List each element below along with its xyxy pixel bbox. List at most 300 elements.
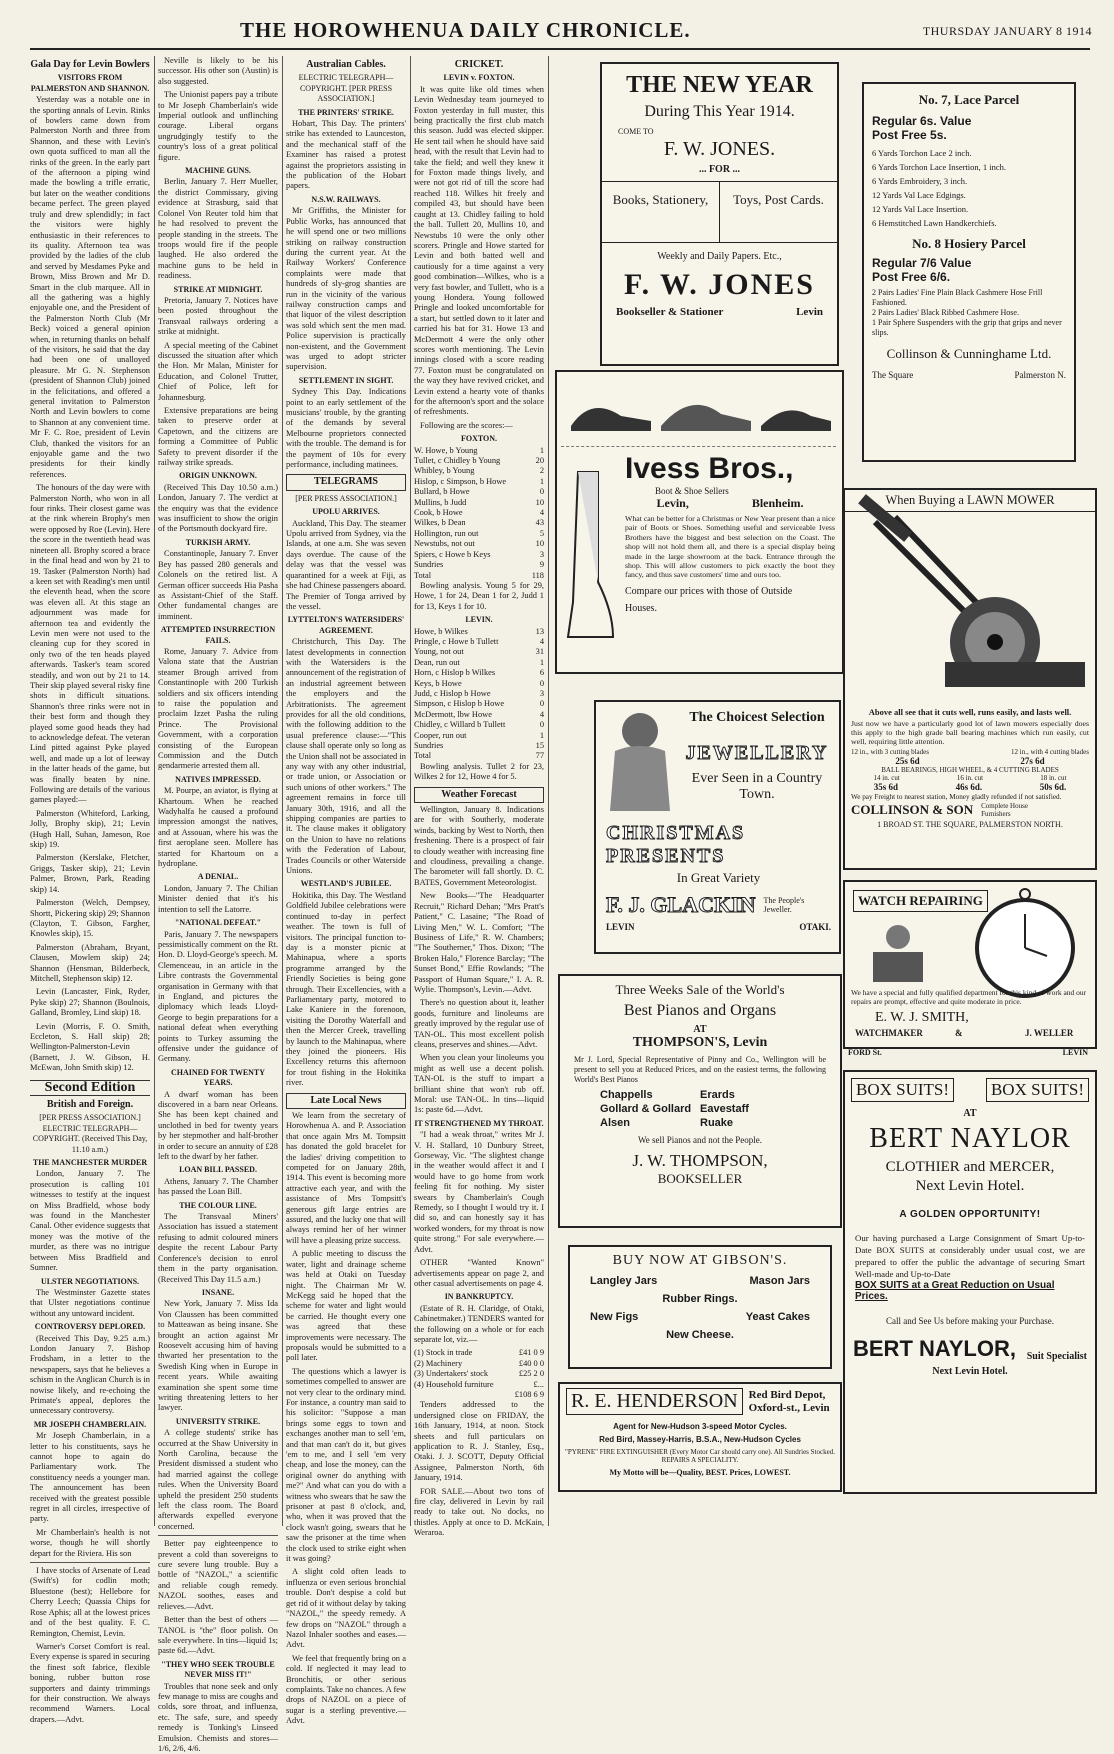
article-paragraph: Mr Joseph Chamberlain, in a letter to his constituents, says he cannot hope to again do Parliamentary work. The constituency needs a younger man. The announcement has been received with the greatest possible regret in all circles, irrespective of party.	[30, 1431, 150, 1524]
advertisement-text: Better pay eighteenpence to prevent a cold than sovereigns to cure severe lung trouble. Buy a bottle of "NAZOL," a scientific and reliable cough remedy. NAZOL soothes, eases and relieves.—Advt.	[158, 1535, 278, 1612]
price-value: 46s 6d.	[955, 782, 983, 792]
ad-text: The People's Jeweller.	[763, 896, 805, 914]
score-value: 3	[539, 549, 544, 559]
ad-name: BERT NAYLOR	[869, 1123, 1071, 1154]
score-label: Newstubs, not out	[414, 539, 475, 549]
ad-henderson	[558, 1382, 842, 1492]
ad-text: COME TO	[618, 127, 654, 136]
score-value: 15	[535, 741, 544, 750]
subheading: SETTLEMENT IN SIGHT.	[298, 375, 394, 385]
column-divider	[548, 56, 549, 1526]
article-paragraph: Palmerston (Whiteford, Larking, Jolly, Brophy skip), 21; Levin (Hugh Hall, Suhan, Jameson, Roe skip) 19.	[30, 808, 150, 850]
ad-text: &	[955, 1028, 963, 1038]
ad-gibsons	[568, 1245, 832, 1369]
score-label: Tullet, c Chidley b Young	[414, 456, 501, 466]
article-paragraph: Mr Griffiths, the Minister for Public Works, has announced that he will spend one or two millions striking on railway construction during the current year. At the Railway Workers' Conference complaints were made that hundreds of sly-grog shanties are run in the vicinity of the various railway construction camps and that liquor of the vilest description was sold which sent the men mad. Police supervision is practically non-existent, and the Government was urged to adopt stricter supervision.	[286, 206, 406, 372]
score-row	[414, 637, 544, 647]
ad-text: Above all see that it cuts well, runs easily, and lasts well.	[868, 707, 1072, 717]
article-paragraph: A dwarf woman has been discovered in a barn near Orleans. She has been kept chained and unclothed in bed for twenty years by her stepmother and half-brother in order to secure an annuity of £28 left to the dwarf by her father.	[158, 1089, 278, 1162]
parcel-item: 2 Pairs Ladies' Fine Plain Black Cashmere Hose Frill Fashioned.	[872, 288, 1043, 307]
piano-brand: Alsen	[600, 1117, 630, 1129]
ad-text: Levin	[796, 306, 823, 318]
ad-name: BERT NAYLOR,	[853, 1336, 1016, 1361]
subheading: ATTEMPTED INSURRECTION FAILS.	[160, 625, 276, 645]
article-paragraph: A college students' strike has occurred at the Shaw University in North Carolina, because the President dismissed a student who had married against the college rules. When the University Board upheld the president 250 students left the class room. The Board afterwards expelled everyone concerned.	[158, 1428, 278, 1531]
column-3	[286, 56, 406, 1726]
piano-brand: Erards	[700, 1089, 735, 1101]
subheading: UPOLU ARRIVES.	[312, 507, 380, 517]
score-row	[414, 446, 544, 456]
score-row	[414, 699, 544, 709]
score-label: Young, not out	[414, 647, 464, 657]
column-1	[30, 56, 150, 1724]
score-row	[414, 508, 544, 518]
press-tag: ELECTRIC TELEGRAPH—COPYRIGHT. [PER PRESS ASSOCIATION.]	[298, 73, 394, 104]
shoe-illustration	[561, 376, 836, 447]
score-value: 4	[539, 508, 544, 518]
ad-body: Our having purchased a Large Consignment of Smart Up-to-Date BOX SUITS at considerably under usual cost, we are prepared to offer the public the advantage of securing Smart Well-made and Up-to-Date	[855, 1233, 1085, 1279]
ad-lace-parcel	[862, 82, 1076, 462]
score-row	[414, 487, 544, 497]
lawn-mower-illustration	[845, 512, 1091, 702]
score-value: 1	[539, 657, 544, 667]
ad-text: Next Levin Hotel.	[932, 1366, 1008, 1377]
score-row	[414, 571, 544, 581]
product-item: Rubber Rings.	[662, 1293, 738, 1305]
article-paragraph: Berlin, January 7. Herr Mueller, the district Commissary, giving evidence at Strasburg, said that Colonel Von Reuter told him that he had resolved to prevent the people standing in the streets. The troops would fire if the people laughed. He also ordered the machine guns to be held in readiness.	[158, 177, 278, 281]
tender-lot-row	[414, 1369, 544, 1379]
score-value: 1	[539, 445, 544, 455]
tender-lots	[414, 1348, 544, 1400]
headline: TELEGRAMS	[286, 474, 406, 490]
ad-bert-naylor	[843, 1070, 1097, 1494]
score-row	[414, 647, 544, 657]
ad-headline: When Buying a LAWN MOWER	[845, 490, 1095, 512]
ad-text: OTAKI.	[799, 922, 831, 932]
column-divider	[154, 56, 155, 1526]
ad-text: Ever Seen in a Country Town.	[691, 771, 823, 802]
article-paragraph: London, January 7. The Chilian Minister denied that it's his intention to sell the Latorre.	[158, 883, 278, 914]
score-label: (4) Household furniture	[414, 1379, 494, 1389]
price-label: 16 in. cut	[956, 774, 984, 782]
tender-lot-row	[414, 1359, 544, 1369]
ad-text: AT	[693, 1024, 707, 1035]
subheading: IN BANKRUPTCY.	[444, 1292, 514, 1302]
ad-headline: BOX SUITS!	[986, 1078, 1089, 1102]
ad-text: Blenheim.	[751, 496, 804, 510]
score-row	[414, 456, 544, 466]
score-label: Judd, c Hislop b Howe	[414, 688, 491, 698]
article-paragraph: Constantinople, January 7. Enver Bey has passed 280 generals and Colonels on the retired list. A German officer succeeds Hia Pasha as Assistant-Chief of the Staff. Other fundamental changes are imminent.	[158, 549, 278, 621]
ad-text: PRESENTS	[606, 845, 726, 867]
ad-text: BOOKSELLER	[657, 1171, 743, 1186]
score-label: Total	[414, 751, 432, 761]
article-paragraph: Auckland, This Day. The steamer Upolu arrived from Sydney, via the Islands, at one a.m. She was seven days overdue. The cause of the delay was that the vessel was quarantined for a week at Fiji, as she had Chinese passengers aboard. The Premier of Tonga arrived by the vessel.	[286, 518, 406, 611]
article-paragraph: Athens, January 7. The Chamber has passed the Loan Bill.	[158, 1176, 278, 1197]
advertisement-text: We feel that frequently bring on a cold. If neglected it may lead to Bronchitis, or other serious complaints. Take no chances. A few drops of NAZOL on a piece of sugar is a sterling preventive.—Advt.	[286, 1653, 406, 1726]
score-value: 0	[539, 487, 544, 497]
ad-ivess-bros	[555, 370, 844, 674]
score-value: 1	[539, 730, 544, 740]
ad-text: JEWELLERY	[685, 742, 829, 764]
article-paragraph: The questions which a lawyer is sometimes compelled to answer are not very clear to the ordinary mind. For instance, a country man said to his solicitor: "Suppose a man brings some eggs to town and exchanges another man to sell 'em, and that man can't do it, but gives 'em to me, and I sell 'em very cheap, and lose the money, can the original owner do anything with me?" And what can you do with a witness who swears that he saw the prisoner at past 8 o'clock, and, who, when it was proved that the clock wasn't going, swears that he saw the prisoner at the time when the clock used to strike eight when it was going?	[286, 1366, 406, 1564]
article-paragraph: Rome, January 7. Advice from Valona state that the Austrian steamer Brough arrived from Constantinople with 200 Turkish soldiers and six officers intending to raise the population and proclaim Izzet Pasha the ruling Prince. The Provisional Government, with a corporation consisting of the European Commission and the Dutch gendarmerie arrested them all.	[158, 646, 278, 771]
ad-address: 1 BROAD ST. THE SQUARE, PALMERSTON NORTH.	[877, 820, 1063, 829]
article-paragraph: (Received This Day, 9.25 a.m.) London January 7. Bishop Frodsham, in a letter to the newspapers, says that he believes a schism in the Anglican Church is in nowise likely, and re-echoing the Primate's appeal, deplores the unnecessary controversy.	[30, 1333, 150, 1416]
subheading: LEVIN.	[465, 615, 493, 625]
article-paragraph: Palmerston (Kerslake, Fletcher, Griggs, Tasker skip), 21; Levin Palmer, Brown, Park, Reading skip) 14.	[30, 853, 150, 894]
score-value: £25 2 0	[518, 1369, 544, 1379]
ad-text: A GOLDEN OPPORTUNITY!	[899, 1209, 1041, 1220]
score-label: Spiers, c Howe b Keys	[414, 549, 491, 559]
price-label: 14 in. cut	[873, 774, 900, 782]
score-row	[414, 720, 544, 730]
ad-text: J. WELLER	[1025, 1028, 1074, 1038]
article-paragraph: Following are the scores:—	[420, 420, 513, 430]
parcel-item: 12 Yards Val Lace Edgings.	[872, 190, 966, 200]
score-value: 2	[539, 466, 544, 476]
advertisement-text: "I had a weak throat," writes Mr J. V. H. Stallard, 10 Dunbury Street, Gorseway, Vic. "The slightest change in the weather would affect it and I would have to go home from work feeling fit for nothing. My sister swears by Chamberlain's Cough Remedy, so I thought I would try it. I did so, and can honestly say it has worked wonders, for my throat is now quite strong." For sale everywhere.—Advt.	[414, 1130, 544, 1254]
score-row	[414, 518, 544, 528]
score-label: Cook, b Howe	[414, 508, 463, 518]
advertisement-text: Better than the best of others —TANOL is "the" floor polish. On sale everywhere. In tins—liquid 1s; paste 6d.—Advt.	[158, 1615, 278, 1656]
issue-date: THURSDAY JANUARY 8 1914	[922, 24, 1092, 38]
piano-brand: Ruake	[700, 1117, 734, 1129]
ad-name: E. W. J. SMITH,	[875, 1010, 969, 1025]
ad-headline: No. 7, Lace Parcel	[918, 92, 1020, 107]
ad-name: COLLINSON & SON	[851, 802, 974, 817]
piano-brand: Chappells	[600, 1089, 653, 1101]
article-paragraph: Christchurch, This Day. The latest developments in connection with the Watersiders is the announcement of the registration of an industrial agreement between the employers and the Arbitrationists. The agreement provides for all the old conditions, with the following addition to the usual preference clause:—"This clause shall operate only so long as the Union shall not be associated in any way with any other industrial, or trade union, or Association or such unions of other workers." The agreement remains in force till January 30th, 1916, and all the shipping companies are parties to it. The clause makes it obligatory on the Union to have no relations with the Federation of Labour, Trades Councils or other Waterside Unions.	[286, 637, 406, 876]
article-paragraph: The Westminster Gazette states that Ulster negotiations continue without any untoward incident.	[30, 1287, 150, 1318]
subheading: FOXTON.	[460, 434, 498, 444]
newspaper-title: THE HOROWHENUA DAILY CHRONICLE.	[240, 18, 691, 42]
subheading: THE PRINTERS' STRIKE.	[298, 107, 394, 117]
price-value: 50s 6d.	[1039, 782, 1067, 792]
score-row	[414, 751, 544, 761]
score-label: W. Howe, b Young	[414, 445, 478, 455]
notice-text: (Estate of R. H. Claridge, of Otaki, Cabinetmaker.) TENDERS wanted for the following on a whole or for each separate lot, viz.—	[414, 1303, 544, 1344]
score-row	[414, 668, 544, 678]
price-value: 35s 6d	[873, 782, 899, 792]
headline: Australian Cables.	[306, 59, 386, 70]
product-item: Langley Jars	[590, 1275, 658, 1287]
score-label: Pringle, c Howe b Tullett	[414, 636, 499, 646]
score-row	[414, 466, 544, 476]
score-value: £108 6 9	[514, 1389, 544, 1399]
ad-text: ... FOR ...	[698, 164, 741, 175]
press-tag: [PER PRESS ASSOCIATION.]	[295, 493, 397, 503]
score-value: 4	[539, 709, 544, 719]
score-row	[414, 529, 544, 539]
article-paragraph: Levin (Lancaster, Fink, Ryder, Pyke skip) 27; Shannon (Boulnois, Galland, Bromley, Lind skip) 18.	[30, 987, 150, 1018]
product-item: Yeast Cakes	[745, 1311, 810, 1323]
article-paragraph: Sydney This Day. Indications point to an early settlement of the musicians' trouble, by the granting of the demands by several Melbourne proprietors connected with the trouble. The demand is for the payment of 10s for every performance, including matinees.	[286, 387, 406, 470]
ad-headline: Three Weeks Sale of the World's	[615, 982, 785, 997]
article-paragraph: New York, January 7. Miss Ida Von Claussen has been committed to Matteawan as being insane. She brought an action against Mr Roosevelt accusing him of having thwarted her presentation to the Swedish King when in Europe in recent years. While awaiting examination she spent some time writing threatening letters to her lawyer.	[158, 1299, 278, 1413]
subheading: NATIVES IMPRESSED.	[175, 774, 261, 784]
score-value: 0	[539, 699, 544, 709]
ad-name: J. W. THOMPSON,	[632, 1151, 768, 1170]
headline: CRICKET.	[454, 59, 504, 70]
scorecard-levin	[414, 627, 544, 762]
score-value: 77	[535, 751, 544, 761]
subheading: LEVIN v. FOXTON.	[443, 73, 515, 83]
watch-ad-footer	[848, 1048, 1088, 1057]
notice-text: OTHER "Wanted Known" advertisements appear on page 2, and other casual advertisements on page 4.	[414, 1258, 544, 1288]
figure-illustration	[600, 706, 680, 816]
ad-text: AT	[963, 1108, 977, 1119]
subheading: CHAINED FOR TWENTY YEARS.	[170, 1067, 266, 1088]
subheading: MR JOSEPH CHAMBERLAIN.	[33, 1419, 147, 1429]
advertisement-text: Warner's Corset Comfort is real. Every expense is spared in securing the finest soft fabrice, flexible boning, rubber button rose supporters and dainty trimmings for their construction. We always recommend Warners. Local drapers.—Advt.	[30, 1641, 150, 1724]
article-paragraph: We learn from the secretary of Horowhenua A. and P. Association that once again Mrs M. Tompsitt has donated the gold bracelet for the ladies' driving competition to competed for on January 28th, 1914. This event is becoming more attractive each year, and with the assistance of Mrs Tompsitt's generous gift large entries are assured, and the lucky one that will always remind her of her winner will have a pleasing prize success.	[286, 1111, 406, 1245]
score-value: 20	[535, 456, 544, 466]
subheading: A DENIAL.	[197, 872, 239, 882]
score-label: Dean, run out	[414, 657, 460, 667]
subheading: THE MANCHESTER MURDER	[32, 1158, 148, 1168]
score-value: 3	[539, 688, 544, 698]
subheading: STRIKE AT MIDNIGHT.	[173, 284, 263, 294]
score-value: 5	[539, 528, 544, 538]
ad-text: FORD St.	[848, 1048, 882, 1057]
advertisement-text: A slight cold often leads to influenza or even serious bronchial trouble. Don't despise a cold but get rid of it without delay by taking "NAZOL," the speedy remedy. A few drops on "NAZOL" through a Nazol Inhaler soothes and eases.—Advt.	[286, 1567, 406, 1650]
ad-text: WATCHMAKER	[855, 1028, 923, 1038]
price-label: BALL BEARINGS, HIGH WHEEL, & 4 CUTTING BLADES	[881, 766, 1059, 774]
article-paragraph: M. Pourpe, an aviator, is flying at Khartoum. When he reached Wadyhalfa he caused a profound impression amongst the natives, and at Assouan, where his was the first aeroplane seen. Mollere has started for Khartoum on a hydroplane.	[158, 786, 278, 869]
score-value: 0	[539, 720, 544, 730]
ad-text: Palmerston N.	[1014, 370, 1066, 380]
ad-headline: BOX SUITS!	[851, 1078, 954, 1102]
ad-text: "PYRENE" FIRE EXTINGUISHER (Every Motor Car should carry one). All Sundries Stocked. REPAIRS A SPECIALITY.	[565, 1448, 835, 1464]
ad-text: Red Bird, Massey-Harris, B.S.A., New-Hudson Cycles	[599, 1435, 801, 1444]
score-value: 9	[539, 560, 544, 570]
score-value: £...	[533, 1379, 544, 1389]
ad-text: During This Year 1914.	[644, 103, 795, 120]
ad-name: Collinson & Cunninghame Ltd.	[886, 346, 1052, 361]
score-label: Wilkes, b Dean	[414, 518, 466, 528]
score-row	[414, 498, 544, 508]
lace-items	[872, 146, 1066, 230]
ad-text: Houses.	[625, 602, 657, 614]
score-row	[414, 560, 544, 570]
ad-headline: WATCH REPAIRING	[853, 890, 988, 912]
score-row	[414, 627, 544, 637]
subheading: N.S.W. RAILWAYS.	[311, 194, 381, 204]
score-row	[414, 539, 544, 549]
subheading: THE COLOUR LINE.	[179, 1200, 257, 1210]
subheading: IT STRENGTHENED MY THROAT.	[414, 1118, 544, 1128]
ad-text: Suit Specialist	[1026, 1351, 1087, 1362]
ad-text: Toys, Post Cards.	[733, 192, 824, 207]
article-paragraph: The Transvaal Miners' Association has issued a statement refusing to admit coloured miners despite the recent Labour Party Conference's decision to enrol them in the party organisation. (Received This Day 11.5 a.m.)	[158, 1212, 278, 1284]
advertisement-text: Troubles that none seek and only few manage to miss are coughs and colds, sore throat, and influenza, etc. The safe, sure, and speedy remedy is Tonking's Linseed Emulsion. Chemists and stores—1/6, 2/6, 4/6.	[158, 1681, 278, 1753]
tender-lot-row	[414, 1380, 544, 1390]
article-paragraph: Bowling analysis. Young 5 for 29, Howe, 1 for 24, Dean 1 for 2, Judd 1 for 13, Keys 1 for 10.	[414, 580, 544, 611]
article-paragraph: A public meeting to discuss the water, light and drainage scheme was held at Otaki on Tuesday night. The Chairman Mr W. McKegg said he hoped that the scheme for water and light would be carried. He thought every one was agreed that these improvements were necessary. The proposals would be submitted to a poll later.	[286, 1249, 406, 1363]
score-label: Hislop, c Simpson, b Howe	[414, 476, 507, 486]
ad-text: Post Free 5s.	[872, 128, 947, 142]
ad-name: THOMPSON'S, Levin	[632, 1035, 768, 1050]
ad-text: In Great Variety	[676, 870, 761, 885]
ad-text: Post Free 6/6.	[872, 270, 951, 284]
score-label: (1) Stock in trade	[414, 1348, 473, 1358]
score-label: (2) Machinery	[414, 1358, 463, 1368]
column-4	[414, 56, 544, 1538]
product-item: New Cheese.	[666, 1329, 734, 1341]
score-label: McDermott, lbw Howe	[414, 709, 492, 719]
score-label: Sundries	[414, 741, 444, 750]
article-paragraph: Hobart, This Day. The printers' strike has extended to Launceston, and the mechanical staff of the Examiner has raised a protest against the proprietors assisting in the publication of the Hobart papers.	[286, 119, 406, 191]
ad-text: LEVIN	[606, 922, 635, 932]
column-divider	[410, 56, 411, 1526]
article-paragraph: Neville is likely to be his successor. His other son (Austin) is also suggested.	[158, 56, 278, 86]
ad-text: BOX SUITS at a Great Reduction on Usual Prices.	[855, 1280, 1055, 1302]
ad-text: Regular 6s. Value	[872, 114, 972, 128]
ad-fw-jones	[600, 62, 839, 366]
ad-text: Boot & Shoe Sellers	[655, 486, 729, 496]
article-paragraph: Mr Chamberlain's health is not worse, though he will shortly depart for the Riviera. His son	[30, 1527, 150, 1558]
ad-text: We sell Pianos and not the People.	[637, 1135, 762, 1145]
score-value: 31	[535, 647, 544, 657]
score-label: Mullins, b Judd	[414, 497, 467, 507]
masthead-rule	[30, 48, 1090, 50]
score-label: Horn, c Hislop b Wilkes	[414, 668, 496, 678]
ad-text: Next Levin Hotel.	[915, 1178, 1025, 1194]
article-paragraph: (Received This Day 10.50 a.m.) London, January 7. The verdict at the enquiry was that the evidence was insufficient to show the origin of the Portsmouth dockyard fire.	[158, 482, 278, 534]
scorecard-foxton	[414, 446, 544, 581]
score-row	[414, 679, 544, 689]
parcel-item: 12 Yards Val Lace Insertion.	[872, 204, 969, 214]
ad-text: Red Bird Depot,	[748, 1388, 826, 1401]
advertisement-text: There's no question about it, leather goods, furniture and linoleums are greatly improved by the regular use of TAN-OL. This most excellent polish cleans, preserves and shines.—Advt.	[414, 998, 544, 1049]
ad-text: Bookseller & Stationer	[616, 306, 724, 318]
subheading: "THEY WHO SEEK TROUBLE NEVER MISS IT!"	[161, 1659, 275, 1680]
parcel-item: 6 Yards Embroidery, 3 inch.	[872, 176, 968, 186]
article-paragraph: Levin (Morris, F. O. Smith, Eccleton, S. Hall skip) 28; Wellington-Palmerston-Levin (Barnett, J. W. Gibson, H. McEwan, John Smith skip) 12.	[30, 1021, 150, 1073]
article-paragraph: The Unionist papers pay a tribute to Mr Joseph Chamberlain's wide Imperial outlook and unflinching courage. Liberal organs ungrudgingly testify to the country's loss of a great political figure.	[158, 90, 278, 162]
subheading: UNIVERSITY STRIKE.	[175, 1416, 261, 1426]
masthead	[0, 0, 1114, 50]
ad-text: Call and See Us before making your Purchase.	[886, 1316, 1054, 1326]
score-row	[414, 689, 544, 699]
score-value: £41 0 9	[518, 1348, 544, 1358]
score-label: Howe, b Wilkes	[414, 626, 468, 636]
ad-text: My Motto will be—Quality, BEST. Prices, LOWEST.	[609, 1468, 791, 1477]
ad-text: Books, Stationery,	[602, 182, 720, 242]
tender-lot-row	[414, 1390, 544, 1400]
ad-headline: Best Pianos and Organs	[623, 1002, 777, 1019]
headline: Weather Forecast	[414, 787, 544, 803]
subheading: INSANE.	[201, 1287, 235, 1297]
subheading: TURKISH ARMY.	[185, 537, 251, 547]
headline: Gala Day for Levin Bowlers	[30, 59, 150, 70]
article-paragraph: Pretoria, January 7. Notices have been posted throughout the Transvaal railways ordering a strike at midnight.	[158, 295, 278, 337]
hosiery-items	[872, 288, 1066, 338]
score-row	[414, 477, 544, 487]
subheading: CONTROVERSY DEPLORED.	[34, 1322, 146, 1332]
ad-headline: No. 8 Hosiery Parcel	[912, 236, 1026, 251]
subheading: ULSTER NEGOTIATIONS.	[40, 1276, 140, 1286]
advertisement-text: New Books—"The Headquarter Recruit," Richard Dehan; "Mrs Pratt's Patient," C. Lasaine; "The Road of Living Men," W. L. Comfort; "The Business of Life," R. W. Chambers; "The Southerner," Thos. Dixon; "The Broken Halo," Florence Barclay; "The Sunset Bond," Effie Rowlands; "The Passport of Human Square," I. A. R. Wylie. Thompson's, Levin.—Advt.	[414, 891, 544, 994]
headline: British and Foreign.	[46, 1099, 134, 1110]
ad-headline: THE NEW YEAR	[626, 72, 813, 98]
score-value: £40 0 0	[518, 1358, 544, 1368]
subheading: LYTTELTON'S WATERSIDERS' AGREEMENT.	[287, 615, 405, 635]
score-row	[414, 550, 544, 560]
ad-text: Regular 7/6 Value	[872, 256, 972, 270]
score-label: (3) Undertakers' stock	[414, 1369, 489, 1379]
price-label: 12 in., with 3 cutting blades	[851, 748, 929, 756]
ad-thompson-pianos	[558, 974, 842, 1228]
product-item: Mason Jars	[749, 1275, 810, 1287]
ad-text: Oxford-st., Levin	[748, 1401, 830, 1414]
piano-brand: Eavestaff	[700, 1103, 749, 1115]
ad-glackin-jewellery	[594, 700, 841, 954]
ad-text: CHRISTMAS	[606, 822, 746, 844]
ad-body: Just now we have a particularly good lot of lawn mowers especially does this apply to the high grade ball bearing machines which run easily, cut well, requiring little attention.	[851, 719, 1089, 746]
ad-text: Weekly and Daily Papers. Etc.,	[657, 251, 782, 262]
parcel-item: 6 Yards Torchon Lace Insertion, 1 inch.	[872, 162, 1007, 172]
score-value: 10	[535, 497, 544, 507]
article-paragraph: London, January 7. The prosecution is calling 101 witnesses to testify at the inquest on Miss Bradfield, whose body was found in the Manchester Canal. Other evidence suggests that money was the motive of the murder, as there was no intrigue between Miss Bradfield and Sumner.	[30, 1169, 150, 1273]
advertisement-text: I have stocks of Arsenate of Lead (Swift's) for codlin moth; Bluestone (best); Hellebore for Cherry Leech; Quassia Chips for Rose Aphis; all at the lowest prices and of the best quality. F. C. Remington, Chemist, Levin.	[30, 1562, 150, 1639]
watchmaker-illustration	[863, 922, 933, 982]
score-label: Bullard, b Howe	[414, 487, 470, 497]
score-label: Sundries	[414, 560, 444, 570]
article-paragraph: The honours of the day were with Palmerston North, who won in all four rinks. Their closest game was at the rink wherein Brophy's men were opposed by Roe (Levin). Here the score in the twentieth head was nineteen all. Brophy scored a brace in the final head and won by 21 to 19. Tasker (Palmerston North) had a keen set with Reading's men until the eleventh head, when the score was eleven all. At this stage an adjournment was made for afternoon tea and evidently the Levin men were not used to the cleaning cup for they scored in only two of the ten heads played afterwards. Tasker's team scored steadily, and won out by 21 to 14. Their skip played several risky fine shots in difficult situations. Shannon's three rinks were not in their best form and though they played some good heads they had to acknowledge defeat. The veteran Lind pitted against Pyke played well, and made up a lot of leeway in the latter heads of the game, but was finally beaten by nine. Following are details of the various games played:—	[30, 483, 150, 805]
score-label: Cooper, run out	[414, 730, 467, 740]
subheading: "NATIONAL DEFEAT."	[174, 918, 262, 928]
ad-text: CLOTHIER and MERCER,	[885, 1159, 1055, 1175]
price-label: 18 in. cut	[1040, 774, 1067, 782]
score-value: 1	[539, 476, 544, 486]
ad-text: The Square	[872, 370, 914, 380]
headline: Late Local News	[286, 1093, 406, 1109]
ad-name: Ivess Bros.,	[625, 452, 794, 485]
parcel-item: 6 Hemstitched Lawn Handkerchiefs.	[872, 218, 997, 228]
article-paragraph: Hokitika, this Day. The Westland Goldfield Jubilee celebrations were continued to-day in perfect weather. The town is full of visitors. The principal function to-day is a monster picnic at Mahinapua, where a sports programme arranged by the Friendly Societies is being gone through. Their Excellencies, with a Parliamentary party, motored to Lake Kaniere in the forenoon, visiting the Dorothy Waterfall and then the Mercer Creek, travelling by launch to the Mahinapua, where they joined the pioneers. His Excellency returns this afternoon for trout fishing in the Hokitika river.	[286, 890, 406, 1088]
ad-name: F. W. JONES	[624, 268, 815, 301]
ad-watch-repairing	[843, 880, 1097, 1049]
ad-headline: BUY NOW AT GIBSON'S.	[612, 1253, 788, 1268]
notice-text: FOR SALE.—About two tons of fire clay, delivered in Levin by rail ready to take out. No docks, no thistles. Apply at once to D. McKain, Weraroa.	[414, 1486, 544, 1538]
score-value: 118	[531, 570, 544, 580]
price-value: 25s 6d	[895, 756, 920, 766]
score-row	[414, 710, 544, 720]
subheading: LOAN BILL PASSED.	[179, 1165, 257, 1175]
article-paragraph: It was quite like old times when Levin Wednesday team journeyed to Foxton yesterday in full muster, this being practically the first club match this season. Judd was elected skipper. He sent tail when he should have said head, with the result that Levin had to take the field; and well they knew it for Foxton made things lively, and were not got rid of till the score had reached 118. Wilkes hit freely and compiled 43, but should have been caught at 13. Chidley failing to hold the ball. Tullett 20, Mullins 10, and Newstubs 10 were the only other scorers. Pringle and Howe started for Levin and both batted well and cautiously for a time against a very good combination—Wilkes, who is a very fast bowler, and Tullett, who is a young Hondera. Young followed Pringle and looked uncomfortable for a start, but settled down to it later and carried his bat for 31. Howe 13 and McDermott 4 were the only other scores worth mentioning. The Levin innings closed with a score reading 77. Foxton must be congratulated on the way they have revived cricket, and Levin extend a hearty vote of thanks for the afternoon's sport and the solace of refreshments.	[414, 84, 544, 417]
column-2	[158, 56, 278, 1753]
parcel-item: 2 Pairs Ladies' Black Ribbed Cashmere Hose.	[872, 308, 1019, 317]
ad-body: We have a special and fully qualified department for this kind of work and our repairs are prompt, effective and quite moderate in price.	[851, 988, 1087, 1006]
subheading: WESTLAND'S JUBILEE.	[300, 879, 392, 889]
article-paragraph: Paris, January 7. The newspapers pessimistically comment on the Rt. Hon. D. Lloyd-George's speech. M. Clemenceau, in an article in the Libre contrasts the Governmental organisation in Germany with that in England, and pictures the diplomacy which leads Lloyd-George to begin preparations for a national defeat when everything points to Turkey assuming the offensive under the guidance of Germany.	[158, 929, 278, 1064]
advertisement-text: When you clean your linoleums you might as well use a decent polish. TAN-OL is the stuff to impart a brilliant shine that won't rub off. Moral: use TAN-OL. In tins—liquid 1s: paste 6d.—Advt.	[414, 1053, 544, 1115]
price-label: 12 in., with 4 cutting blades	[1011, 748, 1089, 756]
ad-text: We pay Freight to nearest station, Money gladly refunded if not satisfied.	[851, 793, 1062, 801]
score-value: 43	[535, 518, 544, 528]
score-label: Whibley, b Young	[414, 466, 475, 476]
score-row	[414, 741, 544, 751]
ad-lawn-mower	[843, 488, 1097, 870]
article-paragraph: Bowling analysis. Tullet 2 for 23, Wilkes 2 for 12, Howe 4 for 5.	[414, 761, 544, 782]
boot-illustration	[563, 462, 618, 662]
parcel-item: 1 Pair Sphere Suspenders with the grip that grips and never slips.	[872, 318, 1062, 337]
article-paragraph: A special meeting of the Cabinet discussed the situation after which the Hon. Mr Malan, Minister for Education, and Colonel Trutter, Chief of Police, left for Johannesburg.	[158, 340, 278, 402]
price-value: 27s 6d	[1020, 756, 1045, 766]
product-item: New Figs	[590, 1311, 639, 1323]
